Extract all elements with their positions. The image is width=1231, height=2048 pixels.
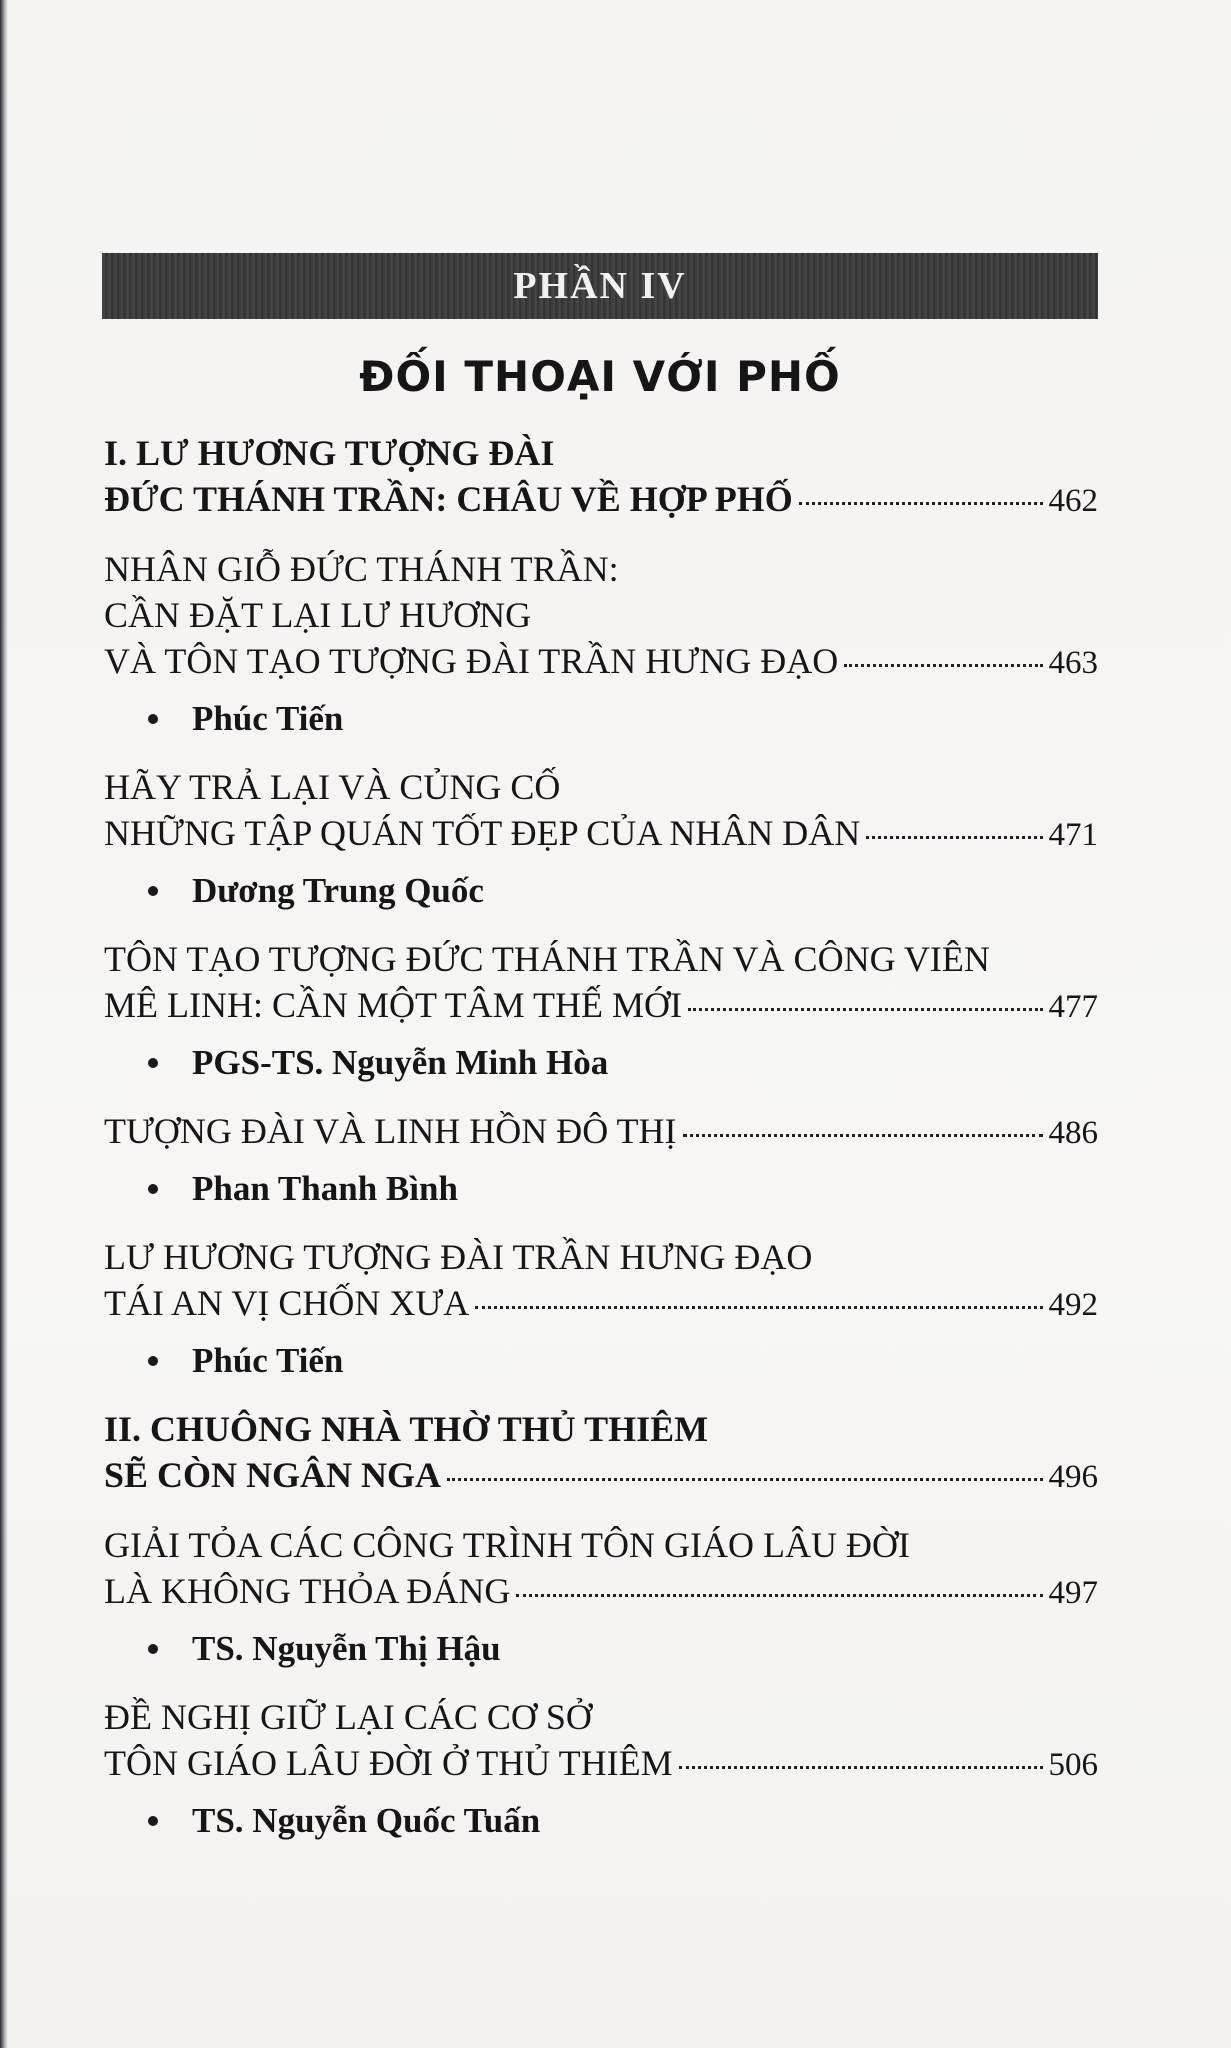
page-number: 496 bbox=[1048, 1459, 1098, 1495]
bullet-icon bbox=[148, 886, 158, 896]
spacer bbox=[104, 914, 1098, 936]
toc-entry bbox=[104, 546, 1098, 686]
author-name: TS. Nguyễn Thị Hậu bbox=[192, 1629, 501, 1668]
toc-title-line: I. LƯ HƯƠNG TƯỢNG ĐÀI bbox=[104, 433, 555, 473]
toc-entry bbox=[104, 764, 1098, 858]
dot-leader bbox=[447, 1478, 1042, 1481]
toc-title-line: TƯỢNG ĐÀI VÀ LINH HỒN ĐÔ THỊ bbox=[104, 1111, 677, 1151]
toc-title-last-line bbox=[104, 982, 1098, 1030]
toc-title-line: LÀ KHÔNG THỎA ĐÁNG bbox=[104, 1571, 511, 1611]
dot-leader bbox=[844, 664, 1042, 667]
toc-title-line: II. CHUÔNG NHÀ THỜ THỦ THIÊM bbox=[104, 1409, 709, 1449]
page-number: 463 bbox=[1048, 645, 1098, 681]
toc-author bbox=[104, 1798, 1098, 1844]
page-number: 477 bbox=[1048, 989, 1098, 1025]
toc-author bbox=[104, 696, 1098, 742]
toc-entry bbox=[104, 1694, 1098, 1788]
author-name: Dương Trung Quốc bbox=[192, 871, 484, 910]
toc-group-heading bbox=[104, 430, 1098, 524]
toc-title-last-line bbox=[104, 1280, 1098, 1328]
toc-title-line: NHÂN GIỖ ĐỨC THÁNH TRẦN: bbox=[104, 549, 619, 589]
toc-author bbox=[104, 1626, 1098, 1672]
page-number: 497 bbox=[1048, 1575, 1098, 1611]
table-of-contents bbox=[104, 430, 1098, 1866]
toc-title-line: MÊ LINH: CẦN MỘT TÂM THẾ MỚI bbox=[104, 985, 683, 1025]
bullet-icon bbox=[148, 1644, 158, 1654]
author-name: PGS-TS. Nguyễn Minh Hòa bbox=[192, 1043, 609, 1082]
spacer bbox=[104, 1384, 1098, 1406]
section-title: ĐỐI THOẠI VỚI PHỐ bbox=[359, 352, 841, 401]
toc-title-line: HÃY TRẢ LẠI VÀ CỦNG CỐ bbox=[104, 767, 561, 807]
toc-title-line: CẦN ĐẶT LẠI LƯ HƯƠNG bbox=[104, 595, 532, 635]
dot-leader bbox=[799, 502, 1043, 505]
bullet-icon bbox=[148, 1184, 158, 1194]
bullet-icon bbox=[148, 1816, 158, 1826]
bullet-icon bbox=[148, 1058, 158, 1068]
page-number: 506 bbox=[1048, 1747, 1098, 1783]
spacer bbox=[104, 1500, 1098, 1522]
toc-title-line: ĐỀ NGHỊ GIỮ LẠI CÁC CƠ SỞ bbox=[104, 1697, 592, 1737]
toc-entry bbox=[104, 1108, 1098, 1156]
toc-title-line: GIẢI TỎA CÁC CÔNG TRÌNH TÔN GIÁO LÂU ĐỜI bbox=[104, 1525, 910, 1565]
page-number: 471 bbox=[1048, 817, 1098, 853]
part-banner bbox=[102, 253, 1098, 319]
toc-title-line: SẼ CÒN NGÂN NGA bbox=[104, 1455, 442, 1495]
toc-title-line: TÔN GIÁO LÂU ĐỜI Ở THỦ THIÊM bbox=[104, 1743, 673, 1783]
part-label: PHẦN IV bbox=[513, 265, 687, 307]
toc-title-last-line bbox=[104, 638, 1098, 686]
toc-title-line: NHỮNG TẬP QUÁN TỐT ĐẸP CỦA NHÂN DÂN bbox=[104, 813, 861, 853]
bullet-icon bbox=[148, 714, 158, 724]
toc-entry bbox=[104, 1522, 1098, 1616]
toc-title-line: TÔN TẠO TƯỢNG ĐỨC THÁNH TRẦN VÀ CÔNG VIÊN bbox=[104, 939, 990, 979]
spacer bbox=[104, 524, 1098, 546]
toc-title-last-line bbox=[104, 1452, 1098, 1500]
page-number: 486 bbox=[1048, 1115, 1098, 1151]
dot-leader bbox=[683, 1134, 1043, 1137]
toc-title-line: VÀ TÔN TẠO TƯỢNG ĐÀI TRẦN HƯNG ĐẠO bbox=[104, 641, 839, 681]
toc-title-last-line bbox=[104, 1108, 1098, 1156]
spacer bbox=[104, 1212, 1098, 1234]
toc-title-last-line bbox=[104, 1568, 1098, 1616]
toc-title-line: ĐỨC THÁNH TRẦN: CHÂU VỀ HỢP PHỐ bbox=[104, 479, 793, 519]
page-spine-shadow bbox=[0, 0, 8, 2048]
author-name: Phan Thanh Bình bbox=[192, 1169, 458, 1208]
dot-leader bbox=[688, 1008, 1042, 1011]
dot-leader bbox=[516, 1594, 1042, 1597]
author-name: Phúc Tiến bbox=[192, 1341, 344, 1380]
toc-entry bbox=[104, 1234, 1098, 1328]
toc-author bbox=[104, 1040, 1098, 1086]
dot-leader bbox=[475, 1306, 1042, 1309]
spacer bbox=[104, 742, 1098, 764]
author-name: TS. Nguyễn Quốc Tuấn bbox=[192, 1801, 541, 1840]
page-number: 462 bbox=[1048, 483, 1098, 519]
toc-author bbox=[104, 1166, 1098, 1212]
toc-title-last-line bbox=[104, 1740, 1098, 1788]
dot-leader bbox=[679, 1766, 1043, 1769]
spacer bbox=[104, 1844, 1098, 1866]
spacer bbox=[104, 1086, 1098, 1108]
author-name: Phúc Tiến bbox=[192, 699, 344, 738]
toc-entry bbox=[104, 936, 1098, 1030]
dot-leader bbox=[866, 836, 1042, 839]
toc-title-line: LƯ HƯƠNG TƯỢNG ĐÀI TRẦN HƯNG ĐẠO bbox=[104, 1237, 813, 1277]
toc-title-line: TÁI AN VỊ CHỐN XƯA bbox=[104, 1283, 470, 1323]
toc-title-last-line bbox=[104, 476, 1098, 524]
page-number: 492 bbox=[1048, 1287, 1098, 1323]
toc-group-heading bbox=[104, 1406, 1098, 1500]
bullet-icon bbox=[148, 1356, 158, 1366]
toc-title-last-line bbox=[104, 810, 1098, 858]
toc-author bbox=[104, 868, 1098, 914]
spacer bbox=[104, 1672, 1098, 1694]
toc-author bbox=[104, 1338, 1098, 1384]
